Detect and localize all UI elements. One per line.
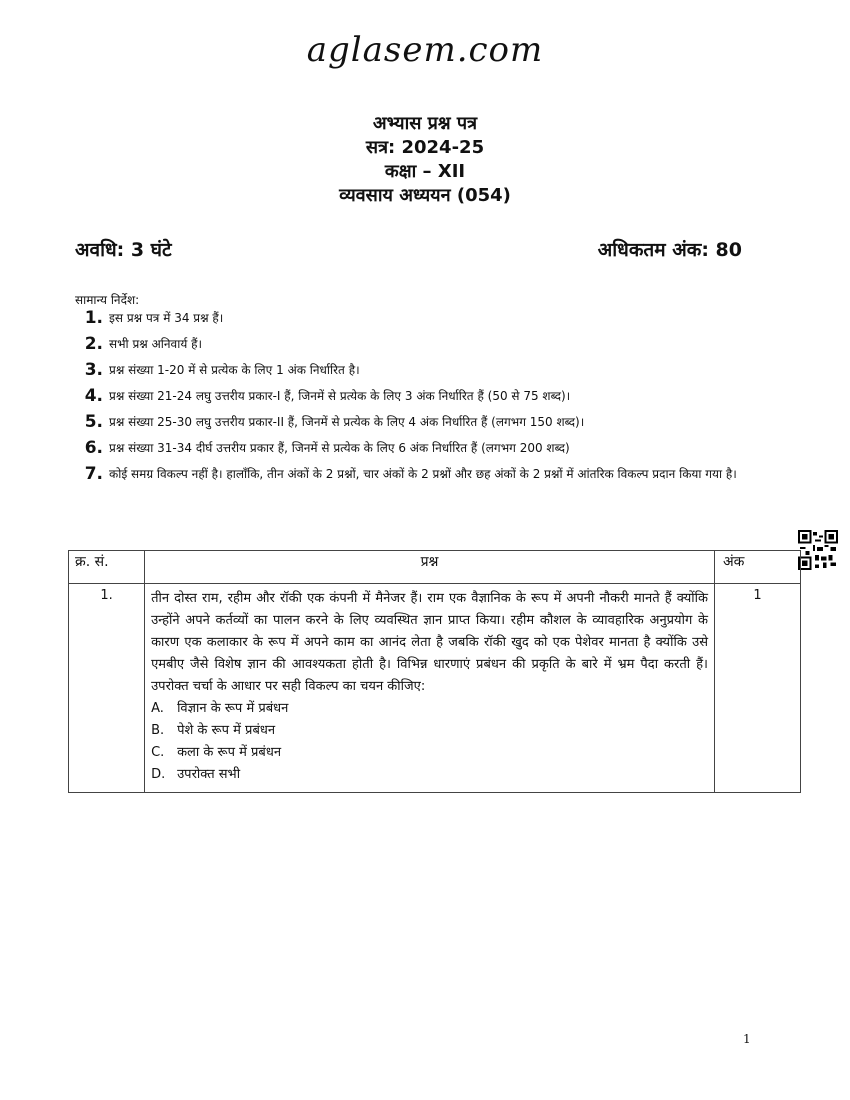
- header-serial-number: क्र. सं.: [69, 551, 145, 584]
- instruction-number: 1.: [84, 308, 103, 328]
- qr-code-icon[interactable]: [798, 530, 838, 570]
- instruction-text: सभी प्रश्न अनिवार्य हैं।: [109, 337, 203, 351]
- instruction-text: प्रश्न संख्या 21-24 लघु उत्तरीय प्रकार-I हैं, जिनमें से प्रत्येक के लिए 3 अंक निर्धारित हैं (50 से 75 शब्द)।: [109, 389, 571, 403]
- instruction-item: [75, 386, 755, 406]
- option-b: [151, 720, 708, 742]
- instructions-list: [75, 308, 755, 490]
- header-marks: अंक: [714, 551, 800, 584]
- question-text: तीन दोस्त राम, रहीम और रॉकी एक कंपनी में मैनेजर हैं। राम एक वैज्ञानिक के रूप में अपनी नौकरी मानते हैं क्योंकि उन्होंने अपने कर्तव्यों का पालन करने के लिए व्यवस्थित ज्ञान प्राप्त किया। रहीम कौशल के व्यावहारिक अनुप्रयोग के कारण एक कलाकार के रूप में अपने काम का आनंद लेता है जबकि रॉकी खुद को एक पेशेवर मानता है क्योंकि उसे एमबीए जैसे विशेष ज्ञान की आवश्यकता होती है। विभिन्न धारणाएं प्रबंधन की प्रकृति के बारे में भ्रम पैदा करती हैं। उपरोक्त चर्चा के आधार पर सही विकल्प का चयन कीजिए:: [151, 591, 708, 694]
- option-label: C.: [151, 745, 165, 760]
- instruction-item: [75, 464, 755, 484]
- instruction-text: इस प्रश्न पत्र में 34 प्रश्न हैं।: [109, 311, 224, 325]
- page-number: 1: [743, 1032, 751, 1046]
- question-number: 1.: [69, 584, 145, 793]
- instruction-number: 6.: [84, 438, 103, 458]
- option-label: B.: [151, 723, 165, 738]
- option-text: उपरोक्त सभी: [177, 767, 241, 782]
- question-table: [68, 550, 801, 793]
- question-marks: 1: [714, 584, 800, 793]
- max-marks: अधिकतम अंक: 80: [597, 239, 742, 261]
- paper-title: अभ्यास प्रश्न पत्र: [372, 113, 478, 134]
- instruction-number: 3.: [84, 360, 103, 380]
- instruction-text: प्रश्न संख्या 25-30 लघु उत्तरीय प्रकार-II हैं, जिनमें से प्रत्येक के लिए 4 अंक निर्धारित हैं (लगभग 150 शब्द)।: [109, 415, 585, 429]
- instruction-item: [75, 308, 755, 328]
- instruction-number: 2.: [84, 334, 103, 354]
- option-c: [151, 742, 708, 764]
- duration: अवधि: 3 घंटे: [75, 239, 172, 261]
- table-header-row: [69, 551, 801, 584]
- instruction-number: 7.: [84, 464, 103, 484]
- instructions-heading: सामान्य निर्देश:: [75, 293, 140, 307]
- instruction-item: [75, 360, 755, 380]
- header-question: प्रश्न: [145, 551, 715, 584]
- option-d: [151, 764, 708, 786]
- option-label: D.: [151, 767, 166, 782]
- instruction-text: प्रश्न संख्या 1-20 में से प्रत्येक के लिए 1 अंक निर्धारित है।: [109, 363, 360, 377]
- instruction-item: [75, 438, 755, 458]
- table-row: [69, 584, 801, 793]
- instruction-item: [75, 334, 755, 354]
- instruction-number: 4.: [84, 386, 103, 406]
- option-label: A.: [151, 701, 164, 716]
- session: सत्र: 2024-25: [365, 137, 485, 158]
- option-text: विज्ञान के रूप में प्रबंधन: [177, 701, 289, 716]
- class: कक्षा – XII: [384, 161, 466, 182]
- subject: व्यवसाय अध्ययन (054): [339, 185, 511, 206]
- option-a: [151, 698, 708, 720]
- question-cell: [145, 584, 715, 793]
- instruction-text: कोई समग्र विकल्प नहीं है। हालाँकि, तीन अंकों के 2 प्रश्नों, चार अंकों के 2 प्रश्नों और छह अंकों के 2 प्रश्नों में आंतरिक विकल्प प्रदान किया गया है।: [109, 467, 737, 481]
- instruction-text: प्रश्न संख्या 31-34 दीर्घ उत्तरीय प्रकार हैं, जिनमें से प्रत्येक के लिए 6 अंक निर्धारित हैं (लगभग 200 शब्द): [109, 441, 570, 455]
- instruction-number: 5.: [84, 412, 103, 432]
- paper-header: [0, 112, 850, 208]
- instruction-item: [75, 412, 755, 432]
- watermark-logo: aglasem.com: [306, 30, 544, 70]
- option-text: पेशे के रूप में प्रबंधन: [177, 723, 276, 738]
- option-text: कला के रूप में प्रबंधन: [177, 745, 282, 760]
